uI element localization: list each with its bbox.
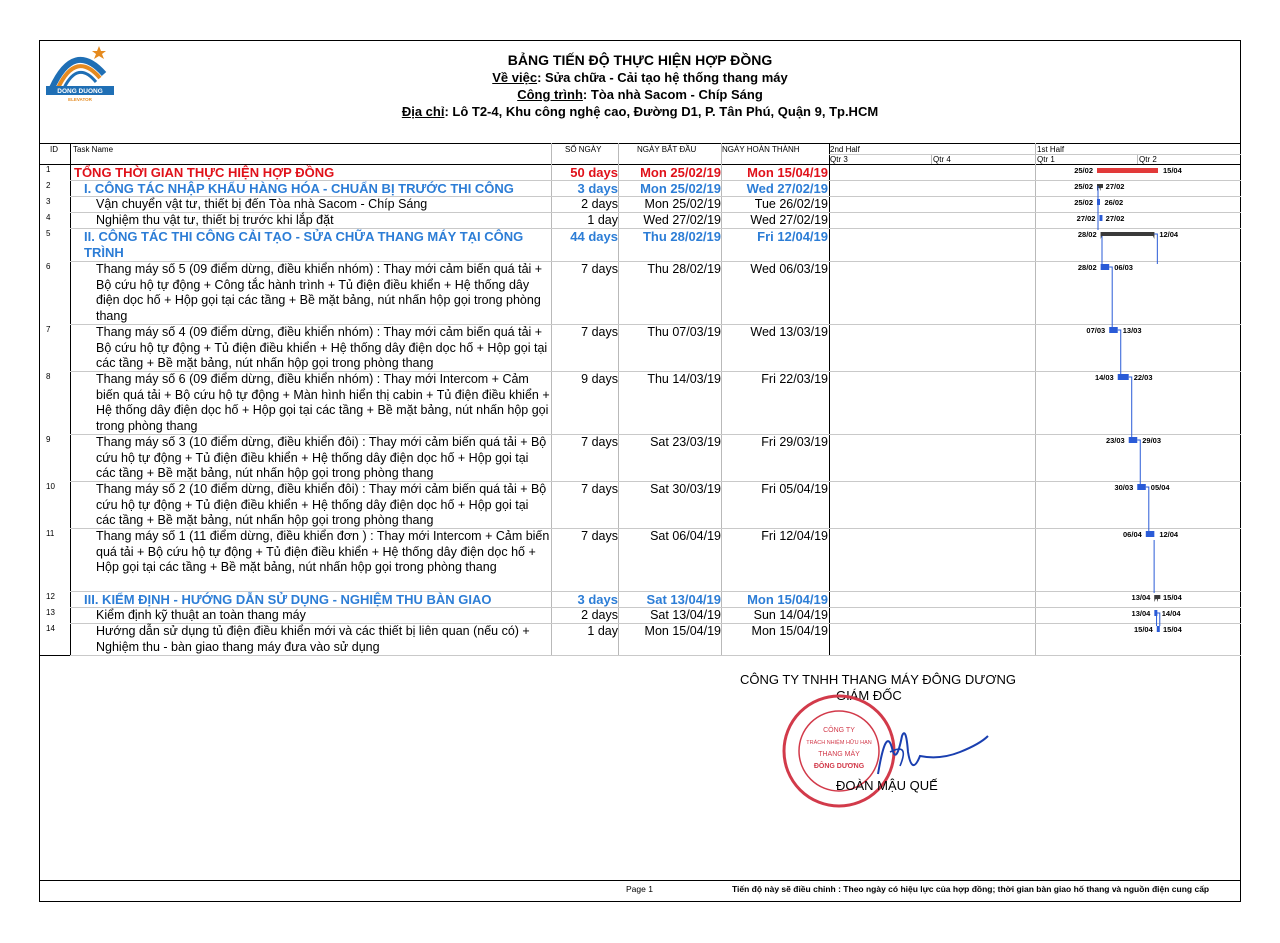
col-header-finish: NGÀY HOÀN THÀNH [722, 145, 800, 154]
task-start: Thu 07/03/19 [647, 325, 721, 339]
task-finish: Fri 12/04/19 [757, 229, 828, 244]
gantt-finish-label: 13/03 [1122, 326, 1142, 335]
task-start: Sat 13/04/19 [650, 608, 721, 622]
task-name: Thang máy số 4 (09 điểm dừng, điều khiển nhóm) : Thay mới cảm biến quá tải + Bộ cứu hộ tự động + Tủ điện điều khiển + Hệ thống dây điện dọc hố + Hộp gọi tại các tầng + Bề mặt bảng, nút nhấn hộp gọi trong phòng thang [96, 325, 548, 370]
task-duration: 2 days [581, 608, 618, 622]
gantt-finish-label: 22/03 [1133, 373, 1153, 382]
task-id: 5 [46, 229, 51, 238]
task-name: Thang máy số 3 (10 điểm dừng, điều khiển đôi) : Thay mới cảm biến quá tải + Bộ cứu hộ tự động + Tủ điện điều khiển + Hệ thống dây điện dọc hố + Hộp gọi tại các tầng + Bề mặt bảng, nút nhấn hộp gọi trong phòng thang [96, 435, 547, 480]
timescale-qtr3: Qtr 3 [830, 155, 848, 164]
task-finish: Wed 06/03/19 [750, 262, 828, 276]
task-id: 4 [46, 213, 51, 222]
gantt-start-label: 06/04 [1123, 530, 1142, 539]
row-divider [70, 655, 1241, 656]
task-finish: Sun 14/04/19 [753, 608, 828, 622]
task-duration: 9 days [581, 372, 618, 386]
task-duration: 7 days [581, 325, 618, 339]
stamp-line-1: CÔNG TY [823, 727, 855, 734]
gantt-start-label: 07/03 [1086, 326, 1106, 335]
task-finish: Fri 05/04/19 [761, 482, 828, 496]
task-finish: Wed 27/02/19 [750, 213, 828, 227]
task-name: TỔNG THỜI GIAN THỰC HIỆN HỢP ĐỒNG [74, 165, 335, 180]
task-start: Mon 15/04/19 [644, 624, 721, 638]
gantt-start-label: 15/04 [1133, 625, 1153, 634]
gantt-finish-label: 29/03 [1142, 436, 1162, 445]
subject-label: Về việc [492, 70, 538, 85]
logo-text: DONG DUONG [57, 88, 103, 95]
stamp-line-3: THANG MÁY [818, 751, 860, 758]
task-id: 13 [46, 608, 55, 617]
task-name: II. CÔNG TÁC THI CÔNG CẢI TẠO - SỬA CHỮA THANG MÁY TẠI CÔNG TRÌNH [84, 229, 524, 260]
company-name: CÔNG TY TNHH THANG MÁY ĐÔNG DƯƠNG [740, 672, 1017, 687]
task-id: 2 [46, 181, 51, 190]
task-id: 14 [46, 624, 55, 633]
task-name: Thang máy số 5 (09 điểm dừng, điều khiển nhóm) : Thay mới cảm biến quá tải + Bộ cứu hộ tự động + Công tắc hành trình + Tủ điện điều khiển + Hệ thống dây điện dọc hố + Hộp gọi tại các tầng + Bề mặt bảng, nút nhấn hộp gọi trong phòng thang [96, 262, 543, 323]
gantt-start-label: 13/04 [1131, 609, 1151, 618]
task-start: Thu 14/03/19 [647, 372, 721, 386]
task-finish: Wed 13/03/19 [750, 325, 828, 339]
task-name: Kiểm định kỹ thuật an toàn thang máy [96, 608, 306, 622]
task-name: Thang máy số 1 (11 điểm dừng, điều khiển đơn ) : Thay mới Intercom + Cảm biến quá tải + Bộ cứu hộ tự động + Tủ điện điều khiển + Hệ thống dây điện dọc hố + Hộp gọi tại các tầng + Bề mặt bảng, nút nhấn hộp gọi trong phòng thang [96, 529, 550, 574]
task-finish: Tue 26/02/19 [754, 197, 828, 211]
task-start: Sat 13/04/19 [646, 592, 721, 607]
task-start: Thu 28/02/19 [647, 262, 721, 276]
task-name: Thang máy số 6 (09 điểm dừng, điều khiển nhóm) : Thay mới Intercom + Cảm biến quá tải + Bộ cứu hộ tự động + Màn hình hiển thị cabin + Tủ điện điều khiển + Hệ thống dây điện dọc hố + Hộp gọi tại các tầng + Bề mặt bảng, nút nhấn hộp gọi trong phòng thang [96, 372, 550, 433]
address-label: Địa chỉ [401, 104, 445, 119]
gantt-finish-label: 15/04 [1163, 625, 1182, 634]
timescale-half-2nd: 2nd Half [830, 145, 860, 154]
task-duration: 3 days [577, 592, 618, 607]
task-id: 8 [46, 372, 51, 381]
task-finish: Fri 29/03/19 [761, 435, 828, 449]
project-value: : Tòa nhà Sacom - Chíp Sáng [582, 87, 763, 102]
gantt-finish-label: 14/04 [1161, 609, 1181, 618]
gantt-start-label: 14/03 [1094, 373, 1114, 382]
task-duration: 7 days [581, 482, 618, 496]
col-divider-finish [829, 143, 830, 655]
col-divider-half [1035, 143, 1036, 655]
task-finish: Mon 15/04/19 [751, 624, 828, 638]
footer-note: Tiến độ này sẽ điều chỉnh : Theo ngày có hiệu lực của hợp đồng; thời gian bàn giao hố thang và nguồn điện cung cấp [732, 884, 1210, 894]
address-value: : Lô T2-4, Khu công nghệ cao, Đường D1, P. Tân Phú, Quận 9, Tp.HCM [444, 104, 879, 119]
task-duration: 7 days [581, 529, 618, 543]
gantt-start-label: 27/02 [1076, 214, 1096, 223]
timescale-qtr4: Qtr 4 [933, 155, 951, 164]
gantt-start-label: 28/02 [1077, 263, 1097, 272]
task-start: Mon 25/02/19 [640, 181, 721, 196]
task-id: 9 [46, 435, 51, 444]
task-start: Sat 30/03/19 [650, 482, 721, 496]
page-number: Page 1 [626, 884, 653, 894]
task-id: 12 [46, 592, 55, 601]
gantt-start-label: 25/02 [1074, 166, 1093, 175]
task-start: Thu 28/02/19 [642, 229, 721, 244]
project-line [0, 86, 1280, 103]
timescale-qtr2: Qtr 2 [1139, 155, 1157, 164]
task-duration: 44 days [570, 229, 618, 244]
timescale-half-1st: 1st Half [1037, 145, 1065, 154]
gantt-start-label: 25/02 [1074, 182, 1093, 191]
gantt-start-label: 23/03 [1105, 436, 1125, 445]
logo-subtext: ELEVATOR [68, 97, 92, 102]
stamp-line-2: TRÁCH NHIỆM HỮU HẠN [806, 740, 872, 746]
timescale-divider [829, 154, 1241, 155]
task-start: Mon 25/02/19 [640, 165, 721, 180]
task-duration: 50 days [570, 165, 618, 180]
task-id: 11 [46, 529, 55, 538]
task-finish: Mon 15/04/19 [747, 592, 828, 607]
table-top-border [39, 143, 1241, 144]
document-title: BẢNG TIẾN ĐỘ THỰC HIỆN HỢP ĐỒNG [507, 52, 773, 68]
col-divider-q3 [931, 154, 932, 164]
task-id: 7 [46, 325, 51, 334]
task-finish: Wed 27/02/19 [746, 181, 828, 196]
gantt-finish-label: 12/04 [1159, 530, 1179, 539]
col-divider-id [70, 143, 71, 655]
task-duration: 7 days [581, 262, 618, 276]
gantt-start-label: 30/03 [1114, 483, 1134, 492]
gantt-finish-label: 15/04 [1163, 166, 1182, 175]
task-id: 1 [46, 165, 51, 174]
task-name: Hướng dẫn sử dụng tủ điện điều khiển mới và các thiết bị liên quan (nếu có) + Nghiệm thu - bàn giao thang máy đưa vào sử dụng [96, 624, 530, 654]
task-start: Sat 23/03/19 [650, 435, 721, 449]
gantt-finish-label: 15/04 [1163, 593, 1182, 602]
task-duration: 3 days [577, 181, 618, 196]
director-title: GIÁM ĐỐC [836, 688, 902, 703]
subject-value: : Sửa chữa - Cải tạo hệ thống thang máy [537, 70, 788, 85]
address-line [0, 103, 1280, 120]
task-finish: Fri 12/04/19 [761, 529, 828, 543]
col-header-days: SỐ NGÀY [565, 145, 602, 154]
task-id: 6 [46, 262, 51, 271]
gantt-finish-label: 12/04 [1159, 230, 1179, 239]
task-name: Thang máy số 2 (10 điểm dừng, điều khiển đôi) : Thay mới cảm biến quá tải + Bộ cứu hộ tự động + Tủ điện điều khiển + Hệ thống dây điện dọc hố + Hộp gọi tại các tầng + Bề mặt bảng, nút nhấn hộp gọi trong phòng thang [96, 482, 547, 527]
task-id: 10 [46, 482, 55, 491]
col-header-id: ID [50, 145, 58, 154]
gantt-finish-label: 26/02 [1104, 198, 1124, 207]
task-duration: 2 days [581, 197, 618, 211]
gantt-finish-label: 06/03 [1114, 263, 1133, 272]
task-start: Wed 27/02/19 [643, 213, 721, 227]
gantt-finish-label: 27/02 [1105, 214, 1125, 223]
task-name: Nghiệm thu vật tư, thiết bị trước khi lắp đặt [96, 213, 334, 227]
gantt-start-label: 28/02 [1077, 230, 1097, 239]
task-name: Vận chuyển vật tư, thiết bị đến Tòa nhà Sacom - Chíp Sáng [96, 197, 428, 211]
signer-name: ĐOÀN MẬU QUẾ [836, 778, 938, 793]
col-header-name: Task Name [73, 145, 114, 154]
task-name: I. CÔNG TÁC NHẬP KHẨU HÀNG HÓA - CHUẨN BỊ TRƯỚC THI CÔNG [84, 181, 514, 196]
task-start: Mon 25/02/19 [644, 197, 721, 211]
task-name: III. KIỂM ĐỊNH - HƯỚNG DẪN SỬ DỤNG - NGHIỆM THU BÀN GIAO [84, 592, 492, 607]
col-header-start: NGÀY BẮT ĐẦU [637, 145, 697, 154]
col-divider-q1 [1137, 154, 1138, 164]
handwritten-signature [820, 722, 1000, 782]
document-header [0, 52, 1280, 120]
project-label: Công trình [517, 87, 583, 102]
task-duration: 1 day [587, 213, 618, 227]
timescale-qtr1: Qtr 1 [1037, 155, 1055, 164]
gantt-start-label: 13/04 [1131, 593, 1151, 602]
task-id: 3 [46, 197, 51, 206]
footer-border [39, 880, 1241, 881]
task-finish: Fri 22/03/19 [761, 372, 828, 386]
gantt-finish-label: 27/02 [1105, 182, 1125, 191]
task-finish: Mon 15/04/19 [747, 165, 828, 180]
task-duration: 7 days [581, 435, 618, 449]
task-duration: 1 day [587, 624, 618, 638]
subject-line [0, 69, 1280, 86]
stamp-line-4: ĐÔNG DƯƠNG [813, 763, 865, 770]
gantt-start-label: 25/02 [1074, 198, 1093, 207]
col-divider-days [618, 143, 619, 655]
gantt-finish-label: 05/04 [1150, 483, 1170, 492]
task-start: Sat 06/04/19 [650, 529, 721, 543]
